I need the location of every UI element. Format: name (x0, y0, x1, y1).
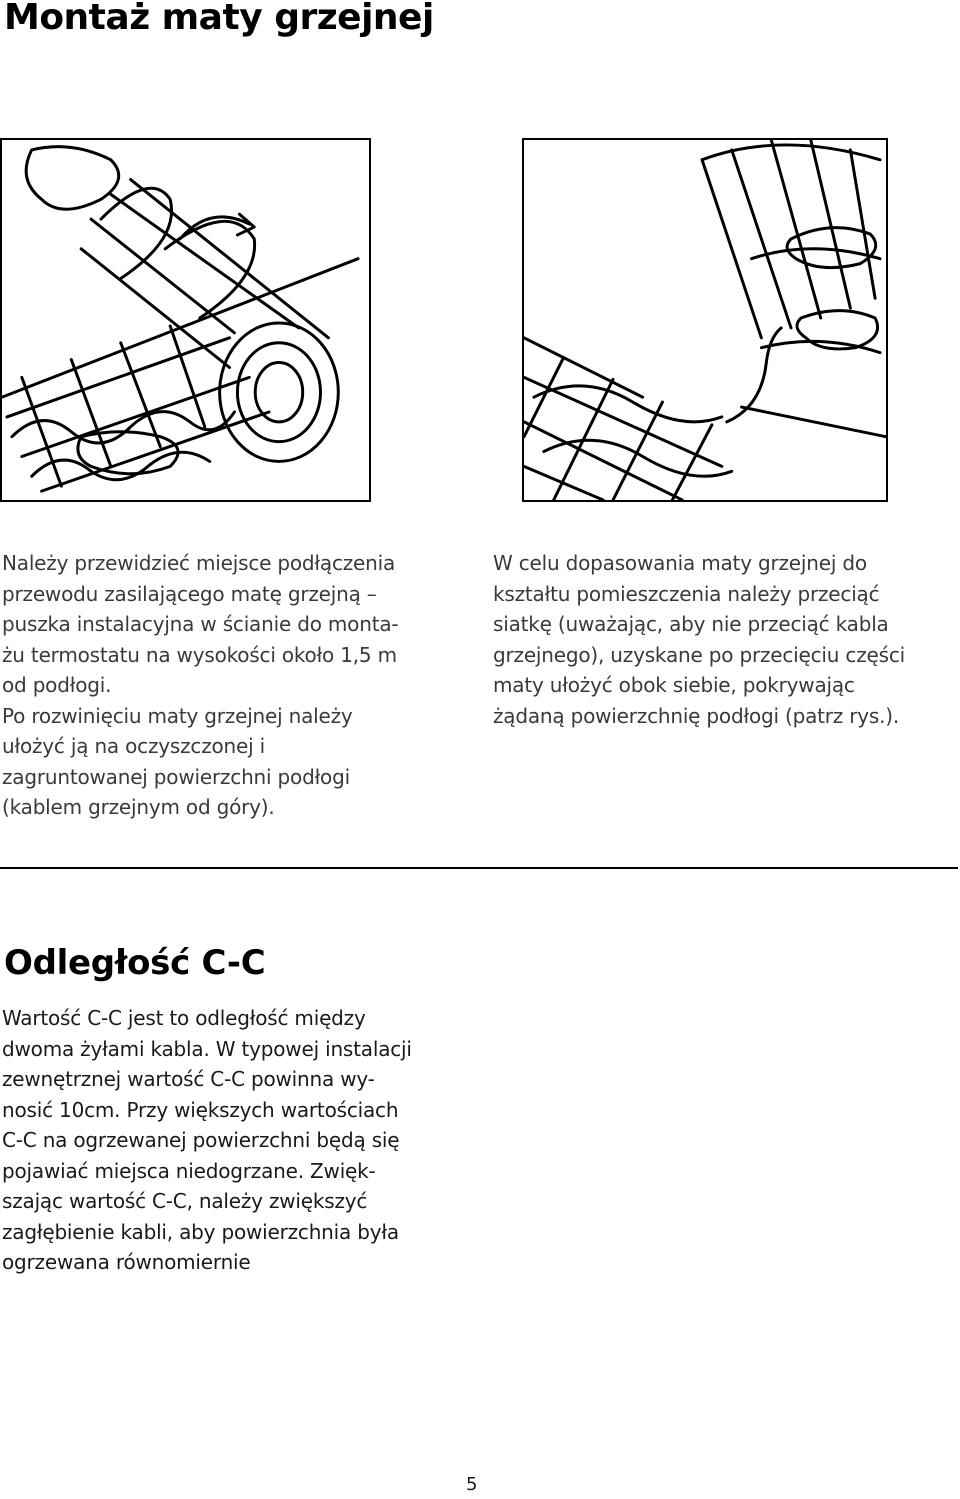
text-line: żądaną powierzchnię podłogi (patrz rys.). (493, 703, 900, 728)
text-line: maty ułożyć obok siebie, pokrywając (493, 673, 855, 697)
page-number: 5 (466, 1474, 478, 1495)
cutting-mesh-illustration (522, 138, 888, 502)
text-line: zagruntowanej powierzchni podłogi (2, 764, 350, 789)
right-column-text (493, 548, 955, 731)
text-line: Po rozwinięciu maty grzejnej należy (2, 703, 353, 728)
rolling-out-mat-drawing (2, 140, 369, 500)
text-line: (kablem grzejnym od góry). (2, 795, 275, 819)
rolling-out-mat-illustration (0, 138, 371, 502)
section-divider (0, 867, 958, 869)
text-line: puszka instalacyjna w ścianie do monta- (2, 612, 399, 636)
text-line: grzejnego), uzyskane po przecięciu części (493, 642, 905, 667)
text-line: nosić 10cm. Przy większych wartościach (2, 1097, 399, 1122)
text-line: C-C na ogrzewanej powierzchni będą się (2, 1128, 400, 1152)
text-line: od podłogi. (2, 673, 112, 697)
text-line: dwoma żyłami kabla. W typowej instalacji (2, 1036, 412, 1061)
text-line: zagłębienie kabli, aby powierzchnia była (2, 1219, 399, 1244)
text-line: siatkę (uważając, aby nie przeciąć kabla (493, 612, 889, 636)
text-line: Wartość C-C jest to odległość między (2, 1006, 366, 1030)
text-line: żu termostatu na wysokości około 1,5 m (2, 642, 397, 667)
text-line: pojawiać miejsca niedogrzane. Zwięk- (2, 1158, 376, 1183)
text-line: ułożyć ją na oczyszczonej i (2, 734, 266, 758)
section-heading: Odległość C-C (4, 943, 266, 983)
text-line: kształtu pomieszczenia należy przeciąć (493, 581, 880, 606)
page-title: Montaż maty grzejnej (4, 0, 434, 38)
text-line: przewodu zasilającego matę grzejną – (2, 581, 377, 606)
text-line: ogrzewana równomiernie (2, 1250, 251, 1274)
left-column-text (2, 548, 462, 823)
section-body-text (2, 1003, 477, 1278)
cutting-mesh-drawing (524, 140, 886, 500)
text-line: zewnętrznej wartość C-C powinna wy- (2, 1067, 375, 1091)
text-line: szając wartość C-C, należy zwiększyć (2, 1189, 368, 1213)
text-line: W celu dopasowania maty grzejnej do (493, 551, 867, 575)
text-line: Należy przewidzieć miejsce podłączenia (2, 551, 396, 575)
